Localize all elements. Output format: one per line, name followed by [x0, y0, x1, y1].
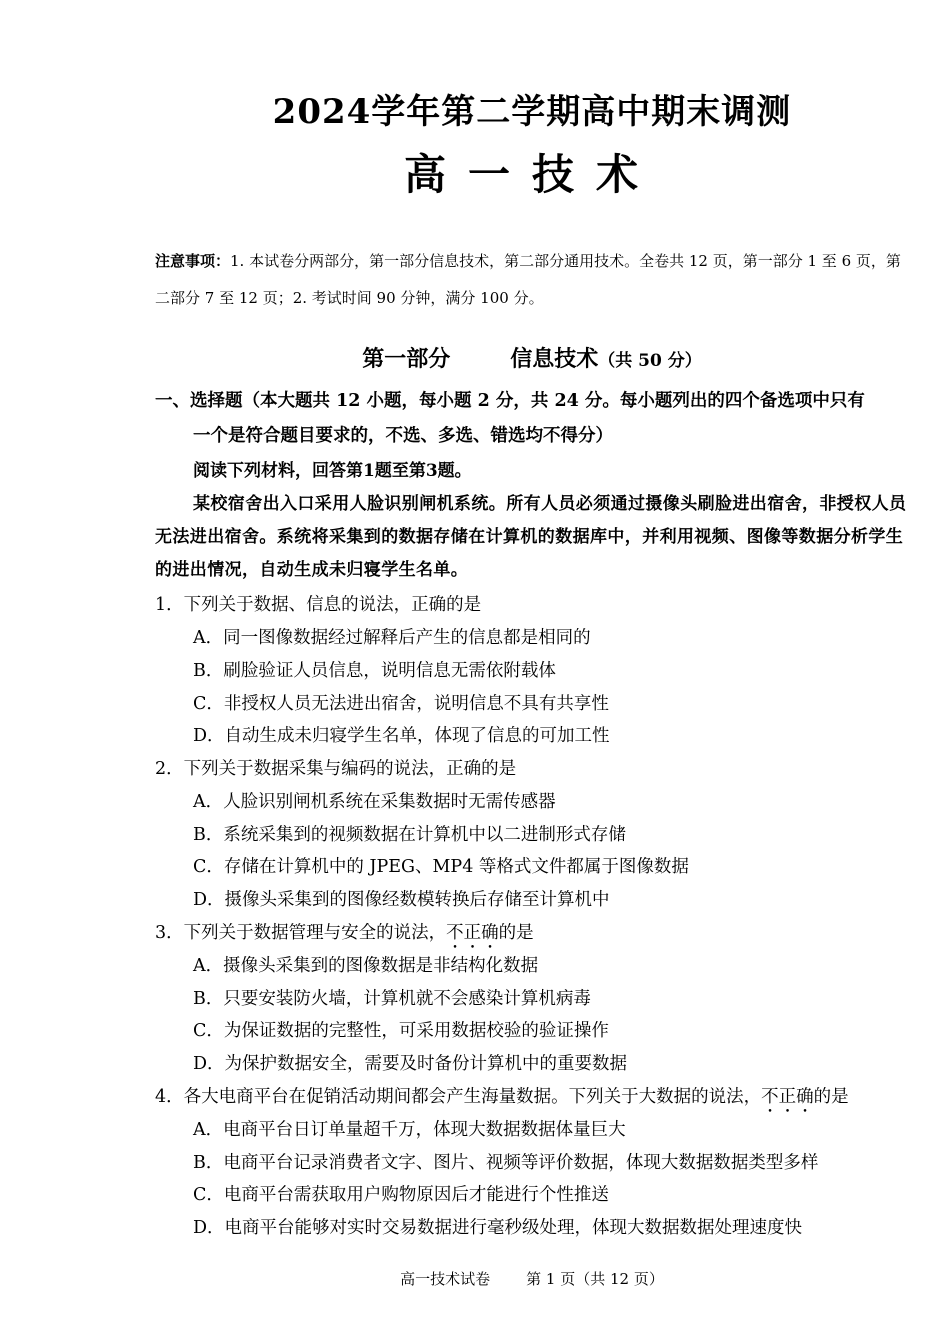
footer-title: 高一技术试卷	[400, 1270, 491, 1288]
question-1-stem: 1．下列关于数据、信息的说法，正确的是	[155, 595, 482, 615]
footer-page-number: 第 1 页（共 12 页）	[526, 1270, 664, 1288]
question-1-option-d: D．自动生成未归寝学生名单，体现了信息的可加工性	[193, 726, 610, 746]
reading-material: 某校宿舍出入口采用人脸识别闸机系统。所有人员必须通过摄像头刷脸进出宿舍，非授权人员无法进出宿舍。系统将采集到的数据存储在计算机的数据库中，并利用视频、图像等数据分析学生的进出情况，自动生成未归寝学生名单。	[155, 494, 907, 580]
exam-subject: 高一技术	[403, 150, 660, 199]
question-2-option-d: D．摄像头采集到的图像经数模转换后存储至计算机中	[193, 890, 610, 910]
section-heading-line2: 一个是符合题目要求的，不选、多选、错选均不得分）	[193, 426, 613, 446]
notice	[155, 243, 915, 317]
reading-intro: 阅读下列材料，回答第1题至第3题。	[193, 461, 472, 481]
page-footer	[0, 1268, 950, 1289]
question-3-stem-emphasis: 不正确	[446, 923, 499, 943]
question-1-option-a: A．同一图像数据经过解释后产生的信息都是相同的	[193, 628, 591, 648]
question-3-option-a: A．摄像头采集到的图像数据是非结构化数据	[193, 956, 539, 976]
question-4-option-d: D．电商平台能够对实时交易数据进行毫秒级处理，体现大数据数据处理速度快	[193, 1218, 803, 1238]
section-heading-line1: 一、选择题（本大题共 12 小题，每小题 2 分，共 24 分。每小题列出的四个备选项中只有	[155, 391, 865, 411]
question-4-stem-emphasis: 不正确	[761, 1087, 814, 1107]
notice-label: 注意事项：	[155, 252, 231, 270]
question-3-option-d: D．为保护数据安全，需要及时备份计算机中的重要数据	[193, 1054, 628, 1074]
question-4-stem-post: 的是	[813, 1087, 849, 1107]
question-4-stem-pre: 4．各大电商平台在促销活动期间都会产生海量数据。下列关于大数据的说法，	[155, 1087, 762, 1107]
question-2-stem: 2．下列关于数据采集与编码的说法，正确的是	[155, 759, 517, 779]
question-1-option-c: C．非授权人员无法进出宿舍，说明信息不具有共享性	[193, 694, 609, 714]
question-3-stem	[155, 919, 534, 953]
part-heading	[0, 342, 950, 373]
question-3-stem-pre: 3．下列关于数据管理与安全的说法，	[155, 923, 447, 943]
part-name: 第一部分	[362, 346, 451, 372]
question-3-option-c: C．为保证数据的完整性，可采用数据校验的验证操作	[193, 1021, 609, 1041]
part-subject: 信息技术	[510, 346, 599, 372]
section-heading	[155, 384, 915, 454]
question-3-stem-post: 的是	[498, 923, 534, 943]
part-score: （共 50 分）	[598, 351, 702, 371]
question-4-option-a: A．电商平台日订单量超千万，体现大数据数据体量巨大	[193, 1120, 626, 1140]
notice-text: 1. 本试卷分两部分，第一部分信息技术，第二部分通用技术。全卷共 12 页，第一部分 1 至 6 页，第二部分 7 至 12 页；2. 考试时间 90 分钟，满分 100 分。	[155, 252, 901, 307]
question-4-option-b: B．电商平台记录消费者文字、图片、视频等评价数据，体现大数据数据类型多样	[193, 1153, 819, 1173]
question-3-option-b: B．只要安装防火墙，计算机就不会感染计算机病毒	[193, 989, 591, 1009]
exam-title: 2024学年第二学期高中期末调测	[272, 92, 792, 132]
question-4-stem	[155, 1083, 849, 1117]
question-2-option-c: C．存储在计算机中的 JPEG、MP4 等格式文件都属于图像数据	[193, 857, 689, 877]
question-2-option-a: A．人脸识别闸机系统在采集数据时无需传感器	[193, 792, 556, 812]
question-2-option-b: B．系统采集到的视频数据在计算机中以二进制形式存储	[193, 825, 626, 845]
question-4-option-c: C．电商平台需获取用户购物原因后才能进行个性推送	[193, 1185, 609, 1205]
question-1-option-b: B．刷脸验证人员信息，说明信息无需依附载体	[193, 661, 556, 681]
